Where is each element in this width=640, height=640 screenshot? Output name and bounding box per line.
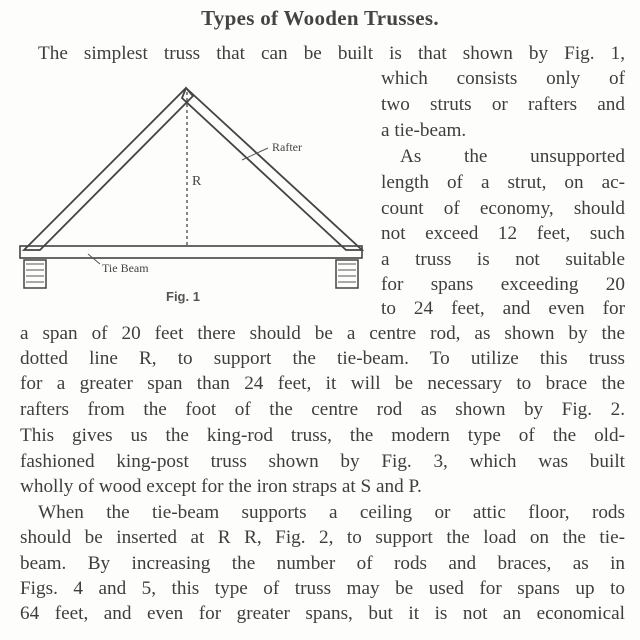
text-line: The simplest truss that can be built is that shown by Fig. 1, [38, 43, 625, 64]
figure-caption: Fig. 1 [166, 289, 200, 304]
text-line: which consists only of [381, 68, 625, 89]
rafter-label: Rafter [272, 140, 302, 154]
text-line: a truss is not suitable [381, 249, 625, 270]
text-line: a tie-beam. [381, 120, 467, 141]
text-line: a span of 20 feet there should be a centre rod, as shown by the [20, 323, 625, 344]
text-line: When the tie-beam supports a ceiling or attic floor, rods [38, 502, 625, 523]
text-line: count of economy, should [381, 198, 625, 219]
tie-beam-label: Tie Beam [102, 261, 149, 275]
text-line: to 24 feet, and even for [381, 298, 625, 319]
truss-figure [10, 78, 370, 318]
text-line: This gives us the king-rod truss, the modern type of the old- [20, 425, 625, 446]
text-line: 64 feet, and even for greater spans, but it is not an economical [20, 603, 625, 624]
text-line: for a greater span than 24 feet, it will be necessary to brace the [20, 373, 625, 394]
tie-beam [20, 246, 362, 258]
text-line: rafters from the foot of the centre rod as shown by Fig. 2. [20, 399, 625, 420]
text-line: length of a strut, on ac- [381, 172, 625, 193]
left-support [24, 260, 46, 288]
left-rafter [24, 88, 193, 250]
text-line: should be inserted at R R, Fig. 2, to support the load on the tie- [20, 527, 625, 548]
text-line: wholly of wood except for the iron straps at S and P. [20, 476, 422, 497]
truss-diagram [10, 78, 370, 318]
rod-label: R [192, 174, 202, 189]
text-line: two struts or rafters and [381, 94, 625, 115]
text-line: dotted line R, to support the tie-beam. To utilize this truss [20, 348, 625, 369]
text-line: As the unsupported [400, 146, 625, 167]
text-line: for spans exceeding 20 [381, 274, 625, 295]
text-line: fashioned king-post truss shown by Fig. 3, which was built [20, 451, 625, 472]
text-line: beam. By increasing the number of rods and braces, as in [20, 553, 625, 574]
text-line: Figs. 4 and 5, this type of truss may be used for spans up to [20, 578, 625, 599]
text-line: not exceed 12 feet, such [381, 223, 625, 244]
right-support [336, 260, 358, 288]
right-rafter [182, 88, 362, 250]
page-title: Types of Wooden Trusses. [201, 6, 439, 30]
